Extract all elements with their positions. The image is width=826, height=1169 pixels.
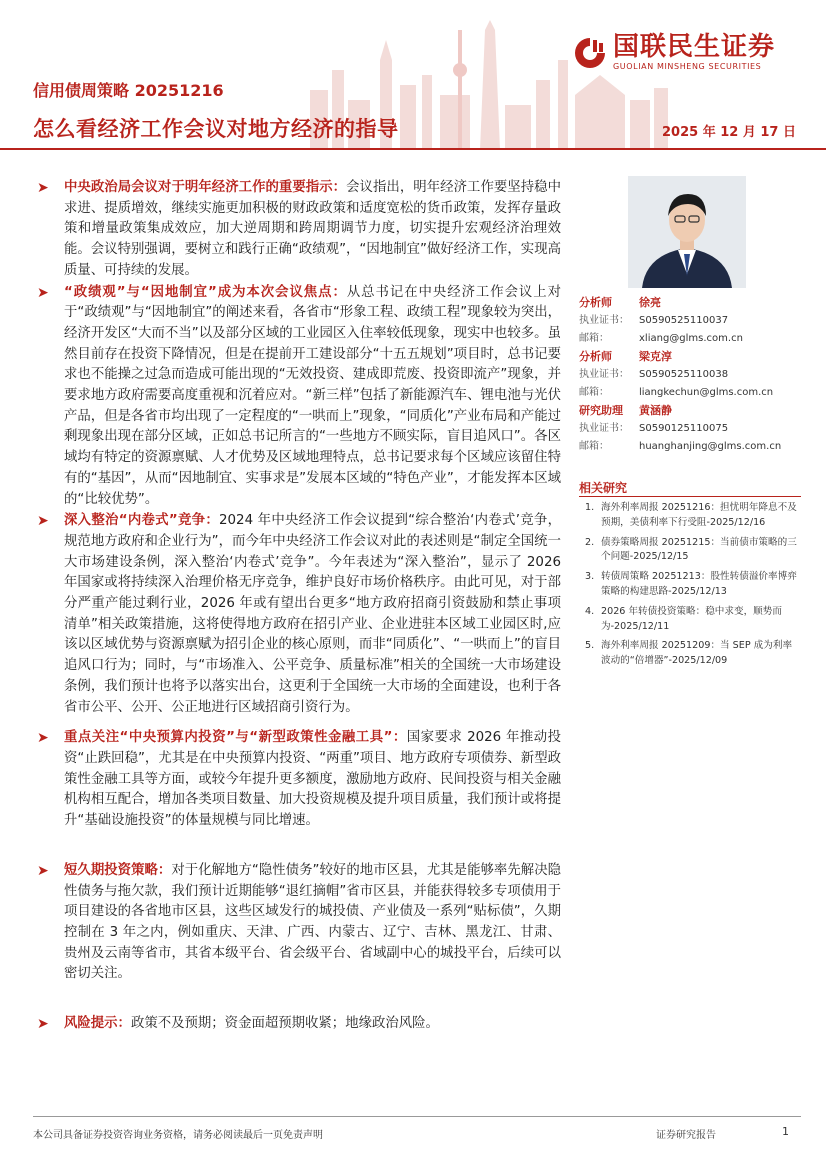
analyst-list [579, 294, 801, 456]
bullet-arrow-icon: ➤ [37, 513, 49, 530]
logo-chinese-name: 国联民生证券 [613, 32, 776, 62]
related-research-divider [579, 496, 801, 497]
bullet-text: 政策不及预期；资金面超预期收紧；地缘政治风险。 [130, 1016, 439, 1032]
bullet-paragraph [33, 283, 561, 511]
logo-english-name: GUOLIAN MINSHENG SECURITIES [613, 62, 762, 71]
bullet-arrow-icon: ➤ [37, 730, 49, 747]
analyst-photo [628, 176, 746, 288]
bullet-arrow-icon: ➤ [37, 862, 49, 879]
analyst-email-row: 邮箱： liangkechun@glms.com.cn [579, 387, 774, 398]
bullet-arrow-icon: ➤ [37, 284, 49, 301]
related-research-item[interactable]: 4. 2026 年转债投资策略：稳中求变，顺势而为-2025/12/11 [585, 605, 782, 632]
bullet-lead: 重点关注“中央预算内投资”与“新型政策性金融工具”： [64, 730, 407, 746]
analyst-name-row: 分析师 徐亮 [579, 296, 661, 309]
footer-divider [33, 1116, 801, 1117]
bullet-lead: 中央政治局会议对于明年经济工作的重要指示： [64, 180, 347, 195]
bullet-lead: 短久期投资策略： [64, 862, 172, 878]
bullet-paragraph [33, 511, 561, 718]
related-research-item[interactable]: 3. 转债周策略 20251213：股性转债溢价率博弈策略的构建思路-2025/12/13 [585, 571, 797, 597]
footer-disclaimer: 本公司具备证券投资咨询业务资格，请务必阅读最后一页免责声明 [33, 1130, 323, 1141]
bullet-paragraph [33, 1014, 561, 1035]
analyst-name-row: 分析师 梁克淳 [579, 350, 672, 363]
bullet-text: 国家要求 2026 年推动投资“止跌回稳”，尤其是在中央预算内投资、“两重”项目、地方政府专项债券、新型政策性金融工具等方面，或较今年提升更多额度，激励地方政府、民间投资与相关金融机构相互配合，增加各类项目数量、加大投资规模及提升项目质量，我们预计或将提升“基础设施投资”的体量规模与同比增速。 [64, 730, 562, 829]
report-series: 信用债周策略 20251216 [33, 81, 224, 100]
footer-report-type: 证券研究报告 [656, 1130, 716, 1141]
logo-mark-icon [573, 36, 607, 70]
analyst-email-row: 邮箱： huanghanjing@glms.com.cn [579, 441, 782, 452]
related-research-item[interactable]: 2. 债券策略周报 20251215：当前债市策略的三个问题-2025/12/15 [585, 536, 797, 563]
bullet-arrow-icon: ➤ [37, 1016, 49, 1033]
main-content [33, 178, 561, 1035]
report-title: 怎么看经济工作会议对地方经济的指导 [33, 117, 399, 141]
analyst-email-row: 邮箱： xliang@glms.com.cn [579, 333, 743, 344]
page-number: 1 [782, 1125, 789, 1138]
bullet-arrow-icon: ➤ [37, 180, 49, 196]
company-logo [573, 33, 775, 72]
bullet-paragraph [33, 861, 561, 985]
bullet-lead: 风险提示： [64, 1016, 131, 1032]
bullet-text: 对于化解地方“隐性债务”较好的地市区县，尤其是能够率先解决隐性债务与拖欠款，我们预计近期能够“退红摘帽”省市区县，并能获得较多专项债用于项目建设的各省地市区县，这些区域发行的城投债、产业债及一系列“贴标债”，久期控制在 3 年之内，例如重庆、天津、广西、内蒙古、辽宁、吉林、黑龙江、甘肃、贵州及云南等省市，其省本级平台、省会级平台、省域副中心的城投平台，后续可以密切关注。 [64, 862, 562, 982]
analyst-name-row: 研究助理 黄涵静 [579, 404, 672, 417]
analyst-cert-row: 执业证书： S0590525110038 [579, 369, 729, 380]
bullet-paragraph [33, 728, 561, 832]
analyst-cert-row: 执业证书： S0590125110075 [579, 423, 729, 434]
related-research-item[interactable]: 1. 海外利率周报 20251216：担忧明年降息不及预期，美债利率下行受阻-2025/12/16 [585, 502, 797, 528]
report-date: 2025 年 12 月 17 日 [662, 125, 796, 140]
bullet-paragraph [33, 178, 561, 282]
related-research-item[interactable]: 5. 海外利率周报 20251209：当 SEP 成为利率波动的“倍增器”-2025/12/09 [585, 640, 793, 667]
related-research-title: 相关研究 [579, 481, 628, 495]
header-divider [0, 148, 826, 150]
report-header [0, 0, 826, 150]
bullet-lead: 深入整治“内卷式”竞争： [64, 513, 220, 529]
analyst-cert-row: 执业证书： S0590525110037 [579, 315, 729, 326]
bullet-text: 会议指出，明年经济工作要坚持稳中求进、提质增效，继续实施更加积极的财政政策和适度宽松的货币政策，发挥存量政策和增量政策集成效应，加大逆周期和跨周期调节力度，切实提升宏观经济治理效能。会议特别强调，要树立和践行正确“政绩观”，“因地制宜”做好经济工作，实现高质量、可持续的发展。 [64, 180, 562, 278]
bullet-lead: “政绩观”与“因地制宜”成为本次会议焦点： [64, 284, 347, 300]
bullet-text: 从总书记在中央经济工作会议上对于“政绩观”与“因地制宜”的阐述来看，各省市“形象工程、政绩工程”现象较为突出，经济开发区“大而不当”以及部分区域的工业园区入住率较低现象，现实中也较多。虽然目前存在投资下降情况，但是在提前开工建设部分“十五五规划”项目时，总书记要求也不能操之过急而造成可能出现的“无效投资、建成即荒废、投资即流产”现象，并要求地方政府需要高度重视和沉着应对。“新三样”包括了新能源汽车、锂电池与光伏产品，但是各省市均出现了一定程度的“一哄而上”现象，“同质化”产业布局和产能过剩现象出现在部分区域，正如总书记所言的“一些地方不顾实际，盲目追风口”。各区域均有特定的资源禀赋、人才优势及区域地理特点，总书记要求每个区域应该留住特有的“基因”，从而“因地制宜、实事求是”发展本区域的“特色产业”，才能发挥本区域的“比较优势”。 [64, 284, 562, 507]
bullet-text: 2024 年中央经济工作会议提到“综合整治‘内卷式’竞争，规范地方政府和企业行为”，而今年中央经济工作会议对此的表述则是“制定全国统一大市场建设条例，深入整治‘内卷式’竞争”。今年表述为“深入整治”，显示了 2026 年国家或将持续深入治理价格无序竞争，维护良好市场价格秩序。由此可见，对于部分严重产能过剩行业，2026 年或有望出台更多“地方政府招商引资鼓励和禁止事项清单”相关政策措施，这将使得地方政府在招引产业、企业进驻本区域工业园区时,应该以区域优势与资源禀赋为招引企业的核心原则，而非“同质化”、“一哄而上”的盲目追风口行为；同时，与“市场准入、公平竞争、质量标准”相关的全国统一大市场建设条例，我们预计也将予以落实出台，这更利于全国统一大市场的全面建设，也利于各省市公平、公开、公正地进行区域招商引资行为。 [64, 513, 561, 715]
related-research-list [579, 501, 801, 674]
